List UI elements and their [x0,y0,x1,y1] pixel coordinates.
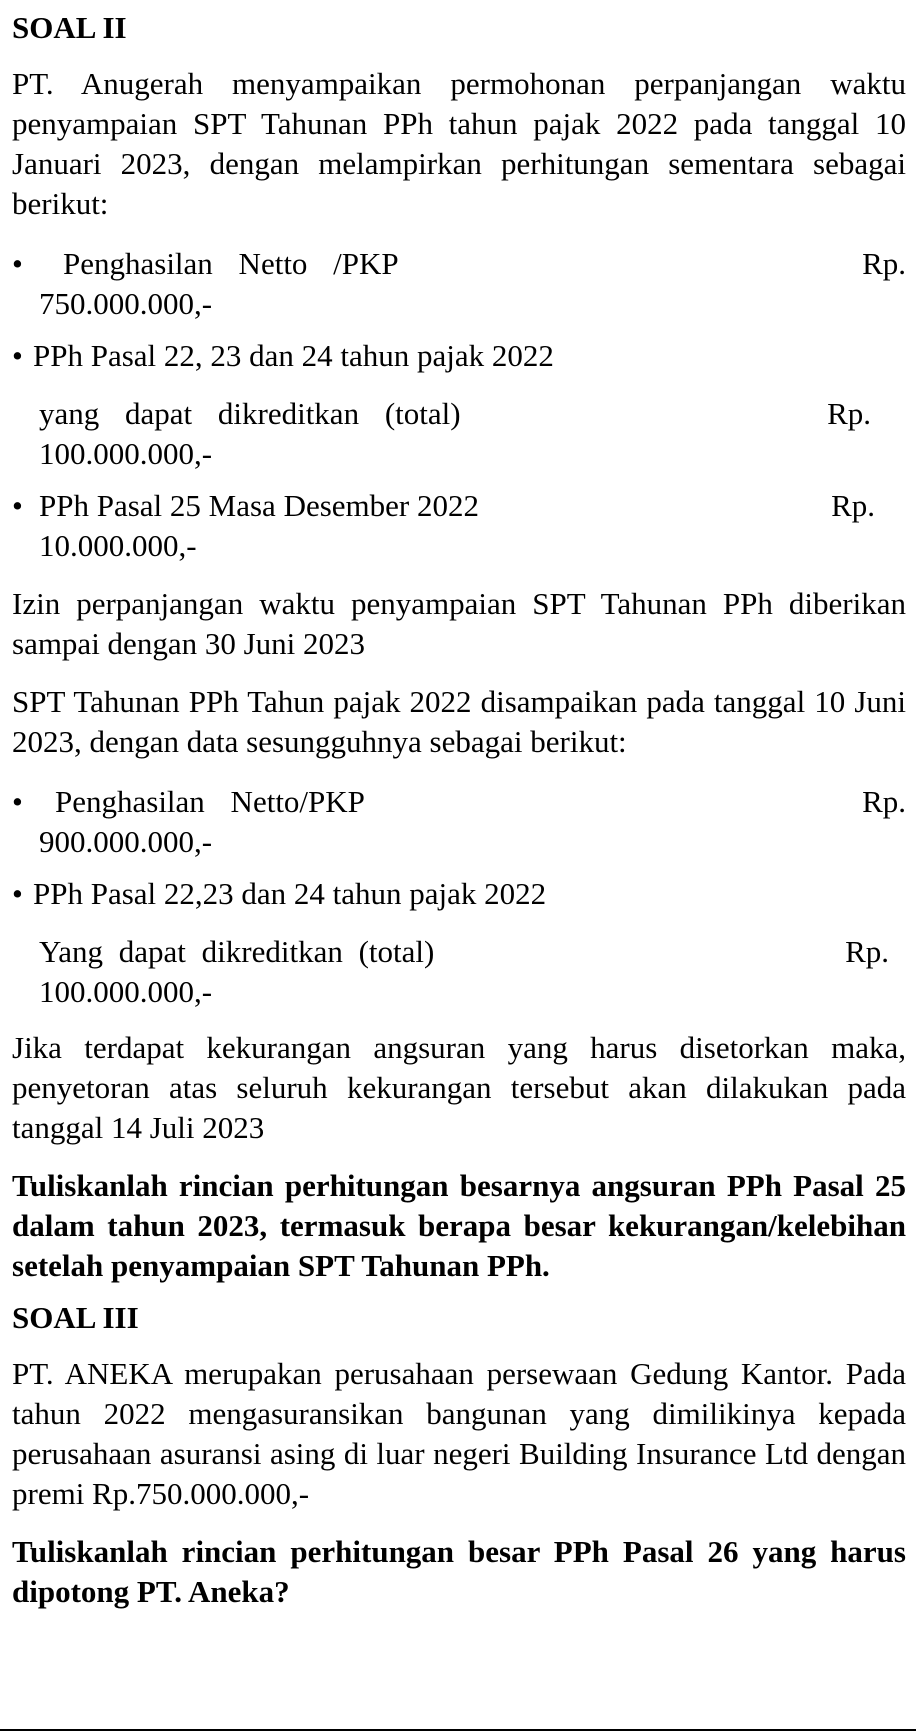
extension-note: Izin perpanjangan waktu penyampaian SPT Tahunan PPh diberikan sampai dengan 30 Juni 2023 [12,586,906,661]
bullet-icon: • [12,784,23,819]
actual-credit-amount: 100.000.000,- [39,974,213,1009]
prelim-item-credit [12,336,906,376]
prelim-item-net-income [12,244,906,324]
actual-credit-label: PPh Pasal 22,23 dan 24 tahun pajak 2022 [33,876,547,911]
actual-credit-detail [12,932,906,1012]
prelim-net-income-amount: 750.000.000,- [39,286,213,321]
prelim-credit-amount: 100.000.000,- [39,436,213,471]
soal-2-heading: SOAL II [12,10,127,45]
bullet-icon: • [12,488,23,523]
bullet-icon: • [12,876,23,911]
actual-credit-currency: Rp. [845,934,889,969]
bullet-icon: • [12,338,23,373]
soal-2-question: Tuliskanlah rincian perhitungan besarnya angsuran PPh Pasal 25 dalam tahun 2023, termasuk berapa besar kekurangan/kelebihan setelah penyampaian SPT Tahunan PPh. [12,1168,906,1283]
prelim-item-pph25 [12,486,906,566]
prelim-net-income-label: Penghasilan Netto /PKP [63,246,399,281]
soal-3-intro: PT. ANEKA merupakan perusahaan persewaan Gedung Kantor. Pada tahun 2022 mengasuransikan bangunan yang dimilikinya kepada perusahaan asuransi asing di luar negeri Building Insurance Ltd dengan premi Rp.750.000.000,- [12,1356,906,1511]
soal-3-question: Tuliskanlah rincian perhitungan besar PPh Pasal 26 yang harus dipotong PT. Aneka? [12,1534,906,1609]
prelim-pph25-amount: 10.000.000,- [39,528,197,563]
bottom-divider [0,1729,916,1731]
soal-3-heading: SOAL III [12,1300,139,1335]
document-page [12,0,906,1612]
prelim-credit-sub-label: yang dapat dikreditkan (total) [39,396,461,431]
actual-credit-sub-label: Yang dapat dikreditkan (total) [39,934,435,969]
actual-item-credit [12,874,906,914]
prelim-pph25-currency: Rp. [831,488,875,523]
actual-intro: SPT Tahunan PPh Tahun pajak 2022 disampaikan pada tanggal 10 Juni 2023, dengan data sesungguhnya sebagai berikut: [12,684,906,759]
bullet-icon: • [12,246,23,281]
payment-note: Jika terdapat kekurangan angsuran yang harus disetorkan maka, penyetoran atas seluruh kekurangan tersebut akan dilakukan pada tanggal 14 Juli 2023 [12,1030,906,1145]
prelim-credit-detail [12,394,906,474]
prelim-pph25-label: PPh Pasal 25 Masa Desember 2022 [39,488,479,523]
actual-net-income-currency: Rp. [862,784,906,819]
actual-item-net-income [12,782,906,862]
prelim-credit-label: PPh Pasal 22, 23 dan 24 tahun pajak 2022 [33,338,554,373]
actual-net-income-amount: 900.000.000,- [39,824,213,859]
actual-net-income-label: Penghasilan Netto/PKP [55,784,365,819]
prelim-credit-currency: Rp. [827,396,871,431]
prelim-net-income-currency: Rp. [862,246,906,281]
soal-2-intro: PT. Anugerah menyampaikan permohonan perpanjangan waktu penyampaian SPT Tahunan PPh tahun pajak 2022 pada tanggal 10 Januari 2023, dengan melampirkan perhitungan sementara sebagai berikut: [12,66,906,221]
